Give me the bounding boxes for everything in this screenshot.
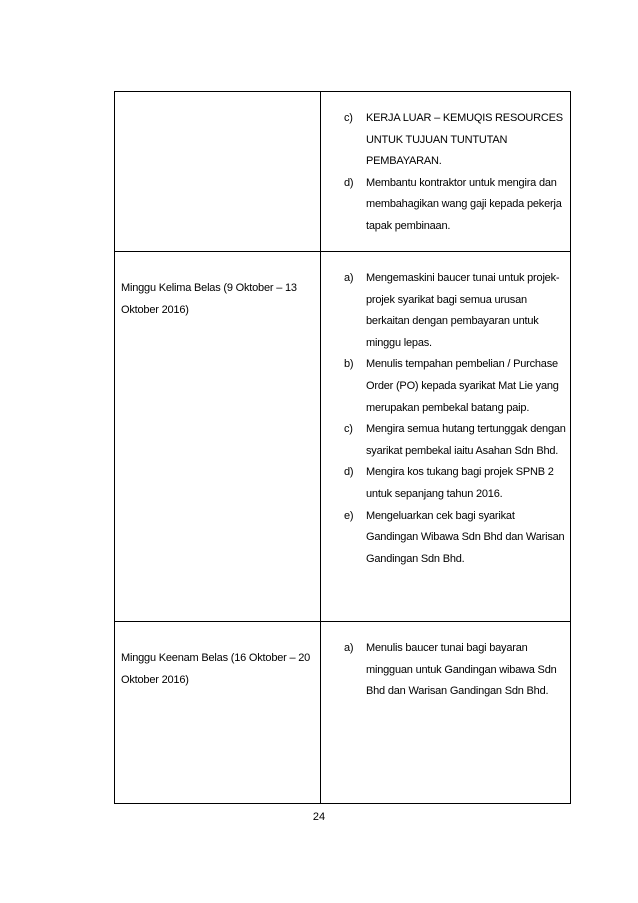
task-text: KERJA LUAR – KEMUQIS RESOURCES UNTUK TUJUAN TUNTUTAN PEMBAYARAN. <box>366 112 563 168</box>
task-text: Menulis baucer tunai bagi bayaran mingguan untuk Gandingan wibawa Sdn Bhd dan Warisan Gandingan Sdn Bhd. <box>366 642 557 698</box>
tasks-cell <box>321 622 571 804</box>
list-item <box>327 108 566 173</box>
weekly-activity-table <box>114 91 571 804</box>
table-row <box>115 622 571 804</box>
list-marker: b) <box>344 358 354 371</box>
list-item <box>327 419 566 462</box>
list-marker: d) <box>344 176 354 189</box>
task-text: Mengira kos tukang bagi projek SPNB 2 untuk sepanjang tahun 2016. <box>366 466 554 500</box>
week-cell <box>115 92 321 252</box>
task-text: Menulis tempahan pembelian / Purchase Order (PO) kepada syarikat Mat Lie yang merupakan pembekal batang paip. <box>366 358 559 414</box>
list-item <box>327 173 566 238</box>
list-marker: c) <box>344 112 353 124</box>
table-row <box>115 252 571 622</box>
list-marker: d) <box>344 466 354 479</box>
task-list <box>321 92 570 238</box>
week-label: Minggu Kelima Belas (9 Oktober – 13 Oktober 2016) <box>121 282 297 316</box>
list-marker: e) <box>344 509 354 522</box>
task-text: Mengira semua hutang tertunggak dengan syarikat pembekal iaitu Asahan Sdn Bhd. <box>366 423 566 457</box>
week-label: Minggu Keenam Belas (16 Oktober – 20 Oktober 2016) <box>121 652 311 686</box>
list-marker: a) <box>344 642 354 654</box>
list-marker: c) <box>344 423 353 436</box>
task-text: Mengemaskini baucer tunai untuk projek-projek syarikat bagi semua urusan berkaitan dengan pembayaran untuk minggu lepas. <box>366 272 560 349</box>
list-item <box>327 462 566 505</box>
list-item <box>327 268 566 354</box>
list-item <box>327 354 566 419</box>
list-marker: a) <box>344 272 354 284</box>
task-list <box>321 622 570 703</box>
list-item <box>327 506 566 571</box>
task-text: Membantu kontraktor untuk mengira dan membahagikan wang gaji kepada pekerja tapak pembinaan. <box>366 176 562 232</box>
task-list <box>321 252 570 570</box>
tasks-cell <box>321 252 571 622</box>
week-label <box>115 92 320 117</box>
page-number: 24 <box>312 811 326 823</box>
list-item <box>327 638 566 703</box>
table-row <box>115 92 571 252</box>
task-text: Mengeluarkan cek bagi syarikat Gandingan Wibawa Sdn Bhd dan Warisan Gandingan Sdn Bhd. <box>366 509 565 565</box>
week-cell <box>115 252 321 622</box>
tasks-cell <box>321 92 571 252</box>
week-cell <box>115 622 321 804</box>
